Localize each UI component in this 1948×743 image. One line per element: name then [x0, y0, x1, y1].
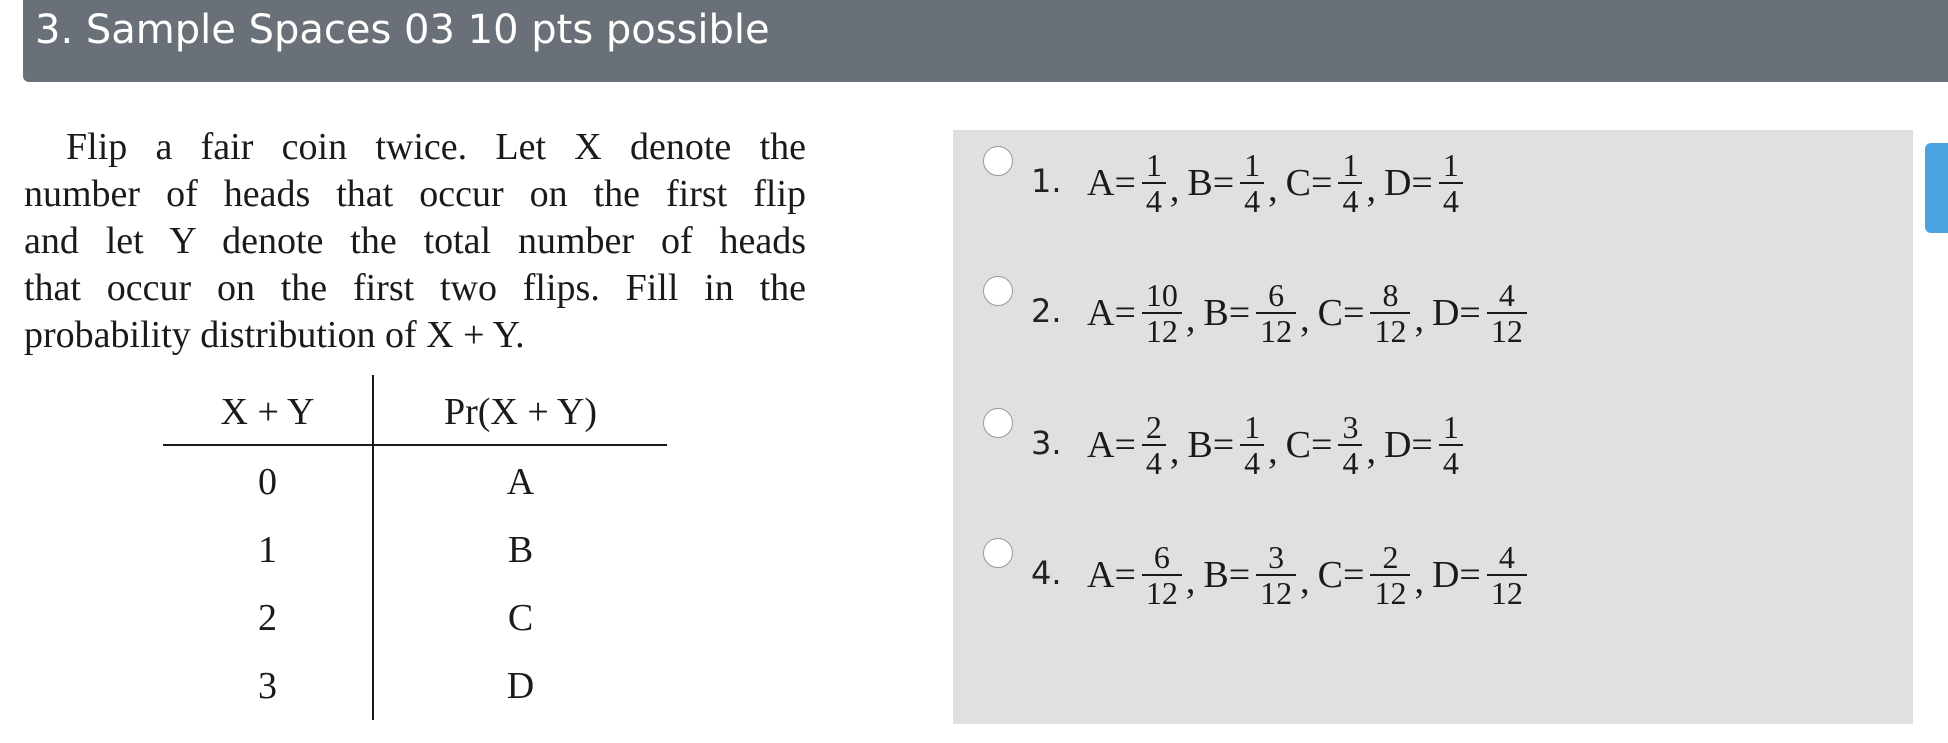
- problem-line-4: that occur on the first two flips. Fill in the: [24, 267, 806, 309]
- table-header-probability: Pr(X + Y): [443, 391, 597, 433]
- table-cell-value: 1: [258, 529, 277, 571]
- question-header: [23, 0, 1948, 82]
- choice-formula: A= $\frac{2}{4}$ , B= $\frac{1}{4}$ , C= $\frac{3}{4}$ , D= $\frac{1}{4}$: [1087, 400, 1467, 490]
- choice-formula: A= $\frac{1}{4}$ , B= $\frac{1}{4}$ , C= $\frac{1}{4}$ , D= $\frac{1}{4}$: [1087, 138, 1467, 228]
- radio-button[interactable]: [983, 146, 1013, 176]
- table-cell-value: 3: [258, 665, 277, 707]
- choice-number: 1.: [1031, 162, 1062, 200]
- table-cell-prob: B: [507, 529, 534, 571]
- probability-distribution-table: [163, 375, 667, 720]
- radio-button[interactable]: [983, 276, 1013, 306]
- answer-choice-4[interactable]: [983, 530, 1883, 620]
- radio-button[interactable]: [983, 538, 1013, 568]
- choice-formula: A= $\frac{10}{12}$ , B= $\frac{6}{12}$ , C= $\frac{8}{12}$ , D= $\frac{4}{12}$: [1087, 268, 1531, 358]
- question-title: 3. Sample Spaces 03 10 pts possible: [35, 7, 770, 53]
- side-tab-handle[interactable]: [1925, 143, 1948, 233]
- table-cell-prob: C: [507, 597, 534, 639]
- table-cell-prob: D: [506, 665, 535, 707]
- choice-number: 3.: [1031, 424, 1062, 462]
- answer-choices-panel: [953, 130, 1913, 724]
- choice-formula: A= $\frac{6}{12}$ , B= $\frac{3}{12}$ , C= $\frac{2}{12}$ , D= $\frac{4}{12}$: [1087, 530, 1531, 620]
- answer-choice-3[interactable]: [983, 400, 1883, 490]
- table-header-rule: [163, 444, 667, 446]
- choice-number: 4.: [1031, 554, 1062, 592]
- choice-number: 2.: [1031, 292, 1062, 330]
- problem-line-5: probability distribution of X + Y.: [24, 314, 525, 356]
- table-header-x-plus-y: X + Y: [220, 391, 315, 433]
- problem-line-1: Flip a fair coin twice. Let X denote the: [66, 126, 806, 168]
- answer-choice-2[interactable]: [983, 268, 1883, 358]
- problem-statement: [24, 124, 806, 359]
- problem-line-2: number of heads that occur on the first flip: [24, 173, 806, 215]
- table-cell-value: 2: [258, 597, 277, 639]
- answer-choice-1[interactable]: [983, 138, 1883, 228]
- table-cell-prob: A: [506, 461, 535, 503]
- table-cell-value: 0: [258, 461, 277, 503]
- radio-button[interactable]: [983, 408, 1013, 438]
- problem-line-3: and let Y denote the total number of heads: [24, 220, 806, 262]
